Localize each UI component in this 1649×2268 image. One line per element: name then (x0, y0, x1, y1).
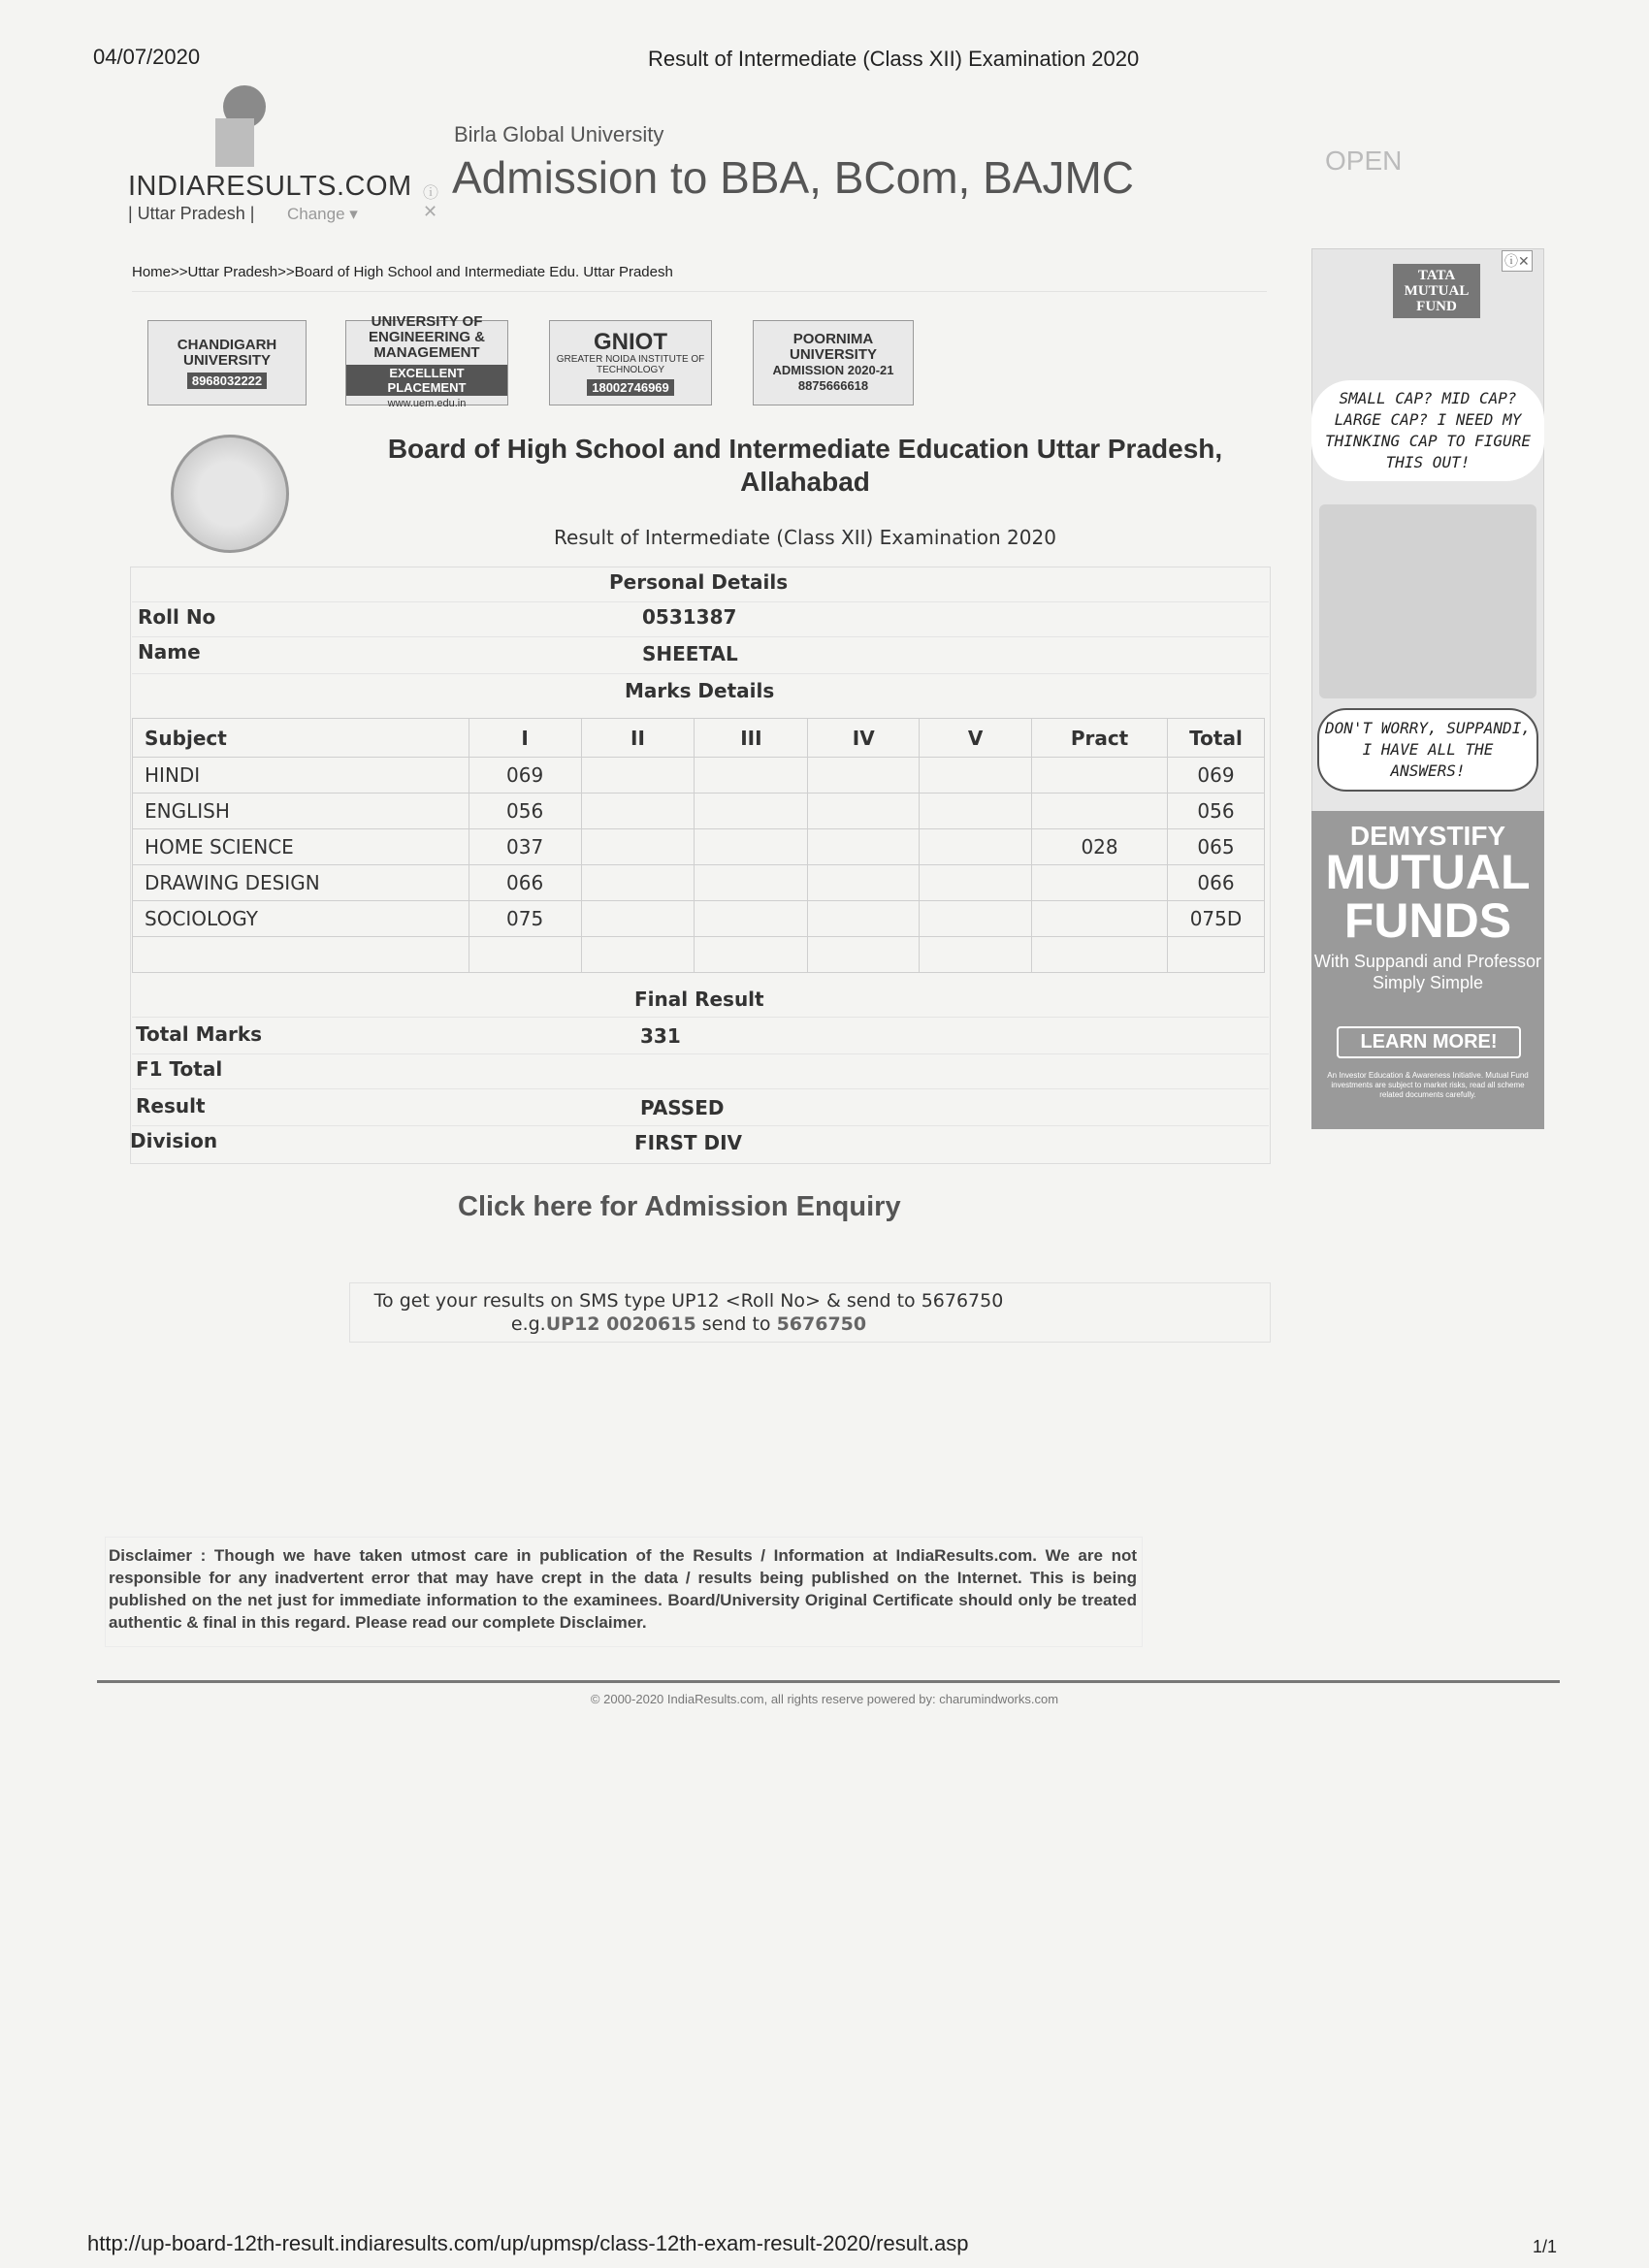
total-cell: 056 (1167, 794, 1264, 829)
partner-poornima[interactable] (753, 320, 914, 405)
table-row (133, 794, 1265, 829)
mark-cell (695, 937, 808, 973)
col-paper-4: IV (808, 719, 920, 758)
print-url: http://up-board-12th-result.indiaresults.com/up/upmsp/class-12th-exam-result-2020/result.asp (87, 2231, 969, 2255)
total-cell: 065 (1167, 829, 1264, 865)
mark-cell (695, 794, 808, 829)
breadcrumb-divider (132, 291, 1267, 292)
partner-tag: EXCELLENT PLACEMENT (346, 365, 507, 396)
mark-cell: 066 (469, 865, 581, 901)
total-marks-value: 331 (640, 1024, 681, 1048)
col-paper-1: I (469, 719, 581, 758)
footer-divider (97, 1680, 1560, 1683)
practical-cell (1032, 794, 1168, 829)
total-marks-label: Total Marks (136, 1022, 263, 1046)
side-ad-funds: MUTUAL FUNDS (1325, 845, 1531, 948)
board-title-line1: Board of High School and Intermediate Education Uttar Pradesh, (387, 434, 1223, 464)
mark-cell (581, 758, 695, 794)
disclaimer-text: Disclaimer : Though we have taken utmost care in publication of the Results / Information at IndiaResults.com. We are not responsible for any inadvertent error that may have crept in the data / results being published on the Internet. This is being published on the net just for immediate information to the examinees. Board/University Original Certificate should only be treated authentic & final in this regard. Please read our complete Disclaimer. (109, 1546, 1137, 1632)
sms-example-prefix: e.g. (510, 1313, 546, 1335)
partner-site: www.uem.edu.in (387, 398, 467, 409)
col-paper-3: III (695, 719, 808, 758)
copyright: © 2000-2020 IndiaResults.com, all rights reserve powered by: charumindworks.com (590, 1692, 1059, 1706)
mark-cell (920, 758, 1032, 794)
mark-cell: 037 (469, 829, 581, 865)
mark-cell (920, 794, 1032, 829)
table-row (133, 829, 1265, 865)
side-ad-demystify: DEMYSTIFY (1349, 821, 1506, 851)
total-cell: 069 (1167, 758, 1264, 794)
board-title (369, 433, 1242, 499)
board-emblem-icon (171, 435, 289, 553)
f1-total-label: F1 Total (136, 1057, 223, 1081)
mark-cell (920, 865, 1032, 901)
sms-instructions: To get your results on SMS type UP12 <Roll No> & send to 5676750 (373, 1290, 1004, 1312)
col-subject: Subject (133, 719, 469, 758)
ad-info-icon[interactable]: ⓘ (423, 185, 439, 202)
side-ad-close-icon[interactable]: ⓘ✕ (1502, 250, 1533, 272)
row-divider (132, 1053, 1269, 1054)
division-label: Division (130, 1129, 218, 1152)
ad-sponsor[interactable]: Birla Global University (454, 122, 664, 146)
mark-cell: 069 (469, 758, 581, 794)
mark-cell (920, 829, 1032, 865)
row-divider (132, 1088, 1269, 1089)
row-divider (132, 1017, 1269, 1018)
row-divider (132, 673, 1269, 674)
row-divider (132, 636, 1269, 637)
mark-cell (469, 937, 581, 973)
personal-details-heading: Personal Details (609, 570, 789, 594)
result-label: Result (136, 1094, 206, 1118)
mark-cell (581, 901, 695, 937)
partner-phone: 8968032222 (187, 373, 267, 389)
roll-no-value: 0531387 (642, 605, 737, 629)
marks-table (132, 718, 1265, 973)
breadcrumb[interactable]: Home>>Uttar Pradesh>>Board of High School and Intermediate Edu. Uttar Pradesh (132, 264, 673, 280)
name-value: SHEETAL (642, 642, 738, 665)
change-state-link[interactable]: Change ▾ (287, 205, 358, 223)
mark-cell (695, 829, 808, 865)
ad-headline[interactable]: Admission to BBA, BCom, BAJMC (452, 152, 1134, 203)
exam-title: Result of Intermediate (Class XII) Examination 2020 (554, 526, 1056, 549)
practical-cell (1032, 865, 1168, 901)
sms-example-code: UP12 0020615 (545, 1313, 696, 1335)
table-row (133, 758, 1265, 794)
partner-name: POORNIMA UNIVERSITY (789, 331, 877, 363)
col-practical: Pract (1032, 719, 1168, 758)
practical-cell: 028 (1032, 829, 1168, 865)
partner-chandigarh-university[interactable] (147, 320, 307, 405)
mark-cell (920, 937, 1032, 973)
partner-phone: 18002746969 (587, 379, 674, 396)
mark-cell (808, 901, 920, 937)
partner-phone: 8875666618 (797, 378, 869, 393)
row-divider (132, 1125, 1269, 1126)
practical-cell (1032, 901, 1168, 937)
partner-sub: ADMISSION 2020-21 (772, 363, 894, 377)
logo-bar-icon (215, 118, 254, 167)
mark-cell (581, 865, 695, 901)
total-cell: 066 (1167, 865, 1264, 901)
total-cell: 075D (1167, 901, 1264, 937)
mark-cell: 075 (469, 901, 581, 937)
result-value: PASSED (640, 1096, 725, 1119)
marks-header-row (133, 719, 1265, 758)
subject-cell: SOCIOLOGY (133, 901, 469, 937)
table-row (133, 937, 1265, 973)
mark-cell (695, 758, 808, 794)
marks-details-heading: Marks Details (625, 679, 775, 702)
print-page-number: 1/1 (1533, 2237, 1558, 2256)
partner-name: UNIVERSITY OF ENGINEERING & MANAGEMENT (368, 313, 485, 361)
roll-no-label: Roll No (138, 605, 216, 629)
sms-example-mid: send to (695, 1313, 777, 1335)
side-ad-brand[interactable]: TATA MUTUAL FUND (1393, 264, 1480, 318)
subject-cell: HOME SCIENCE (133, 829, 469, 865)
division-value: FIRST DIV (634, 1131, 743, 1154)
partner-name: CHANDIGARH UNIVERSITY (177, 336, 277, 369)
subject-cell: ENGLISH (133, 794, 469, 829)
practical-cell (1032, 937, 1168, 973)
col-paper-2: II (581, 719, 695, 758)
partner-sub: GREATER NOIDA INSTITUTE OF TECHNOLOGY (556, 353, 705, 375)
board-title-line2: Allahabad (740, 467, 870, 497)
name-label: Name (138, 640, 201, 664)
mark-cell (581, 794, 695, 829)
print-title: Result of Intermediate (Class XII) Examination 2020 (648, 47, 1140, 71)
mark-cell (808, 794, 920, 829)
sms-example (349, 1313, 1028, 1335)
mark-cell: 056 (469, 794, 581, 829)
mark-cell (920, 901, 1032, 937)
mark-cell (581, 937, 695, 973)
state-label: | Uttar Pradesh | (128, 204, 255, 223)
side-ad-question: SMALL CAP? MID CAP? LARGE CAP? I NEED MY THINKING CAP TO FIGURE THIS OUT! (1311, 380, 1544, 481)
subject-cell: HINDI (133, 758, 469, 794)
side-ad-learn-more-button[interactable]: LEARN MORE! (1337, 1026, 1521, 1058)
mark-cell (695, 901, 808, 937)
practical-cell (1032, 758, 1168, 794)
side-ad-cartoon-icon (1319, 504, 1536, 698)
row-divider (132, 601, 1269, 602)
subject-cell: DRAWING DESIGN (133, 865, 469, 901)
site-logo[interactable]: INDIARESULTS.COM (128, 171, 412, 202)
mark-cell (808, 865, 920, 901)
mark-cell (581, 829, 695, 865)
table-row (133, 865, 1265, 901)
sms-example-number: 5676750 (776, 1313, 867, 1335)
side-ad-fine-print: An Investor Education & Awareness Initiative. Mutual Fund investments are subject to market risks, read all scheme related documents carefully. (1327, 1071, 1529, 1099)
total-cell (1167, 937, 1264, 973)
final-result-heading: Final Result (634, 988, 764, 1011)
ad-close-icon[interactable]: ✕ (423, 202, 438, 221)
mark-cell (808, 937, 920, 973)
print-date: 04/07/2020 (93, 45, 201, 69)
mark-cell (695, 865, 808, 901)
partner-gniot[interactable] (549, 320, 712, 405)
col-total: Total (1167, 719, 1264, 758)
admission-enquiry-link[interactable]: Click here for Admission Enquiry (458, 1191, 901, 1222)
partner-name: GNIOT (594, 328, 667, 355)
subject-cell (133, 937, 469, 973)
side-ad-subtitle: With Suppandi and Professor Simply Simple (1313, 952, 1542, 992)
mark-cell (808, 758, 920, 794)
ad-open-button[interactable]: OPEN (1325, 146, 1403, 176)
col-paper-5: V (920, 719, 1032, 758)
side-ad-answer: DON'T WORRY, SUPPANDI, I HAVE ALL THE ANSWERS! (1317, 708, 1538, 792)
mark-cell (808, 829, 920, 865)
table-row (133, 901, 1265, 937)
partner-uem[interactable] (345, 313, 508, 409)
